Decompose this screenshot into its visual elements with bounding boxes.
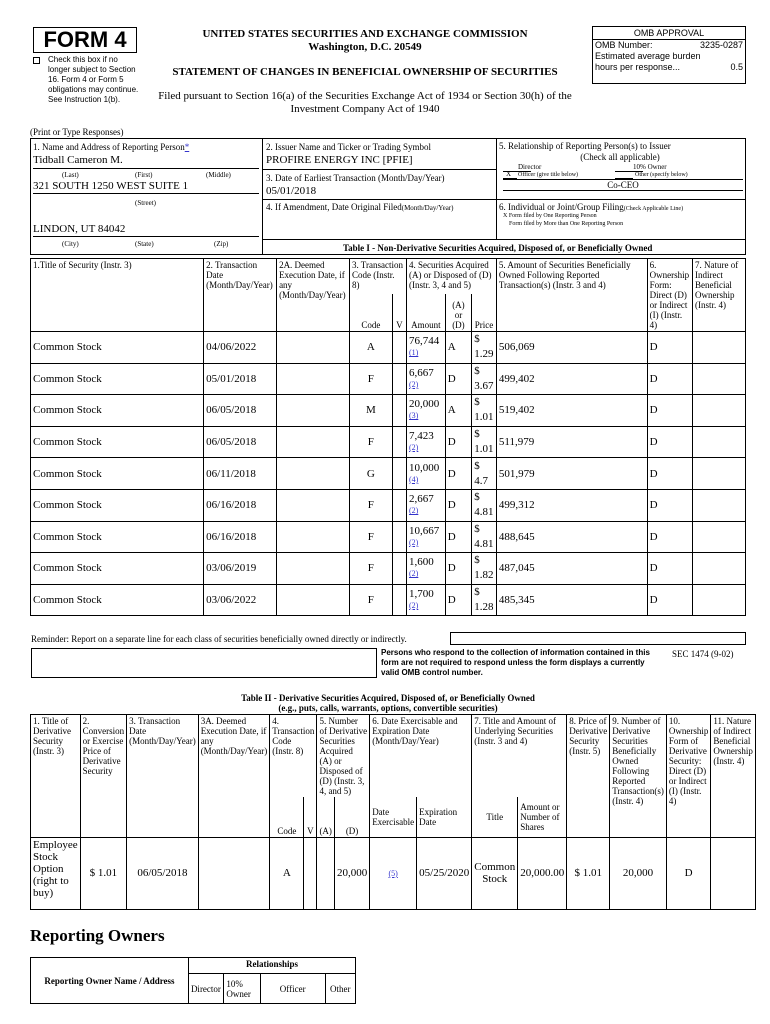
middle-label: (Middle) bbox=[206, 171, 231, 179]
price-value: 4.81 bbox=[474, 537, 494, 550]
t2-h1: 1. Title of Derivative Security (Instr. 3) bbox=[31, 715, 81, 838]
cell-ad: A bbox=[445, 395, 471, 427]
dollar-sign: $ bbox=[474, 396, 480, 409]
amount-value: 2,667 bbox=[409, 493, 434, 506]
price-value: 1.01 bbox=[474, 411, 494, 424]
price-value: 1.01 bbox=[474, 443, 494, 456]
t2-h4: 4. Transaction Code (Instr. 8) bbox=[270, 715, 317, 798]
omb-approval-box bbox=[592, 26, 746, 84]
omb-burden-label2: hours per response... bbox=[595, 62, 681, 72]
price-value: 1.29 bbox=[474, 348, 494, 361]
cell-date: 03/06/2022 bbox=[204, 584, 277, 616]
cell-amount bbox=[407, 489, 446, 521]
last-label: (Last) bbox=[62, 171, 79, 179]
cell-v bbox=[392, 521, 406, 553]
owner-name-col: Reporting Owner Name / Address bbox=[31, 958, 189, 1004]
cell-title: Common Stock bbox=[31, 584, 204, 616]
price-value: 1.82 bbox=[474, 569, 494, 582]
cell-title: Common Stock bbox=[31, 426, 204, 458]
cell-owned: 485,345 bbox=[496, 584, 647, 616]
t2-a: (A) bbox=[317, 797, 335, 837]
ten-pct-option: 10% Owner bbox=[633, 163, 667, 171]
t2-h3a: 3A. Deemed Execution Date, if any (Month/Day/Year) bbox=[198, 715, 270, 838]
cell-form: D bbox=[647, 489, 692, 521]
earliest-date-label: 3. Date of Earliest Transaction (Month/Day/Year) bbox=[266, 173, 445, 183]
persons-notice: Persons who respond to the collection of information contained in this form are not required to respond unless the form displays a currently valid OMB control number. bbox=[381, 648, 650, 677]
cell-owned: 499,312 bbox=[496, 489, 647, 521]
state-label: (State) bbox=[135, 240, 154, 248]
cell-deemed bbox=[277, 584, 350, 616]
cell-deemed bbox=[277, 363, 350, 395]
t2-title: Title bbox=[472, 797, 518, 837]
table2-title: Table II - Derivative Securities Acquired, Disposed of, or Beneficially Owned bbox=[241, 693, 535, 703]
cell-code: F bbox=[349, 426, 392, 458]
cell-amount bbox=[407, 332, 446, 364]
cell-v bbox=[392, 584, 406, 616]
reminder-right-box bbox=[450, 632, 746, 645]
city-state: LINDON, UT 84042 bbox=[33, 223, 126, 235]
t2-row-v bbox=[304, 837, 317, 909]
t2-v: V bbox=[304, 797, 317, 837]
amount-value: 10,667 bbox=[409, 524, 440, 537]
cell-v bbox=[392, 363, 406, 395]
cell-title: Common Stock bbox=[31, 521, 204, 553]
cell-form: D bbox=[647, 332, 692, 364]
footnote-link[interactable]: (5) bbox=[388, 869, 398, 878]
dollar-sign: $ bbox=[474, 554, 480, 567]
cell-owned: 488,645 bbox=[496, 521, 647, 553]
t1-header-title: 1.Title of Security (Instr. 3) bbox=[31, 259, 204, 332]
cell-code: F bbox=[349, 553, 392, 585]
cell-title: Common Stock bbox=[31, 553, 204, 585]
reminder: Reminder: Report on a separate line for each class of securities beneficially owned directly or indirectly. bbox=[31, 634, 407, 644]
omb-number-label: OMB Number: bbox=[595, 40, 653, 50]
filed-line2: Investment Company Act of 1940 bbox=[290, 103, 440, 115]
amount-value: 76,744 bbox=[409, 335, 440, 348]
other-option: Other (specify below) bbox=[635, 172, 688, 178]
cell-owned: 506,069 bbox=[496, 332, 647, 364]
officer-option: Officer (give title below) bbox=[518, 172, 579, 178]
cell-ad: D bbox=[445, 426, 471, 458]
asterisk-link[interactable]: * bbox=[184, 142, 190, 152]
cell-ad: D bbox=[445, 489, 471, 521]
cell-owned: 519,402 bbox=[496, 395, 647, 427]
cell-nature bbox=[692, 363, 745, 395]
t2-row-owned: 20,000 bbox=[610, 837, 667, 909]
t2-code: Code bbox=[270, 797, 304, 837]
earliest-date: 05/01/2018 bbox=[266, 185, 317, 197]
t2-date-ex: Date Exercisable bbox=[370, 797, 417, 837]
footnote-link[interactable]: (3) bbox=[409, 411, 419, 421]
reporting-person-name: Tidball Cameron M. bbox=[33, 154, 123, 166]
price-value: 4.81 bbox=[474, 506, 494, 519]
cell-price bbox=[472, 458, 497, 490]
price-value: 4.7 bbox=[474, 474, 488, 487]
t2-row-price: $ 1.01 bbox=[567, 837, 610, 909]
table-row bbox=[31, 458, 746, 490]
reminder-left-box bbox=[31, 648, 377, 678]
owner-officer: Officer bbox=[260, 974, 325, 1004]
cell-nature bbox=[692, 395, 745, 427]
cell-title: Common Stock bbox=[31, 363, 204, 395]
cell-title: Common Stock bbox=[31, 332, 204, 364]
reporting-owners-heading: Reporting Owners bbox=[30, 926, 165, 945]
t1-header-code: 3. Transaction Code (Instr. 8) bbox=[349, 259, 406, 294]
amount-value: 1,700 bbox=[409, 588, 434, 601]
t1-header-owned: 5. Amount of Securities Beneficially Owned Following Reported Transaction(s) (Instr. 3 and 4) bbox=[496, 259, 647, 332]
owner-director: Director bbox=[188, 974, 223, 1004]
omb-burden-value: 0.5 bbox=[730, 62, 743, 72]
cell-ad: D bbox=[445, 584, 471, 616]
t2-row-deemed bbox=[198, 837, 270, 909]
cell-amount bbox=[407, 426, 446, 458]
table-row bbox=[31, 363, 746, 395]
cell-nature bbox=[692, 458, 745, 490]
table1-title: Table I - Non-Derivative Securities Acquired, Disposed of, or Beneficially Owned bbox=[343, 243, 653, 253]
filing-label: 6. Individual or Joint/Group Filing(Check Applicable Line) bbox=[499, 202, 684, 212]
dollar-sign: $ bbox=[474, 428, 480, 441]
table2-subtitle: (e.g., puts, calls, warrants, options, convertible securities) bbox=[278, 703, 498, 713]
print-note: (Print or Type Responses) bbox=[30, 127, 124, 137]
officer-mark: X bbox=[506, 170, 512, 178]
street-label: (Street) bbox=[135, 199, 156, 207]
cell-amount bbox=[407, 395, 446, 427]
cell-ad: D bbox=[445, 521, 471, 553]
cell-nature bbox=[692, 489, 745, 521]
t1-header-form: 6. Ownership Form: Direct (D) or Indirect (I) (Instr. 4) bbox=[647, 259, 692, 332]
footnote-link[interactable]: (2) bbox=[409, 443, 419, 453]
t2-h6: 6. Date Exercisable and Expiration Date (Month/Day/Year) bbox=[370, 715, 472, 798]
table2-derivative bbox=[30, 714, 756, 910]
cell-deemed bbox=[277, 426, 350, 458]
footnote-link[interactable]: (2) bbox=[409, 569, 419, 579]
t2-h8: 8. Price of Derivative Security (Instr. 5) bbox=[567, 715, 610, 838]
t1-header-acquired: 4. Securities Acquired (A) or Disposed of (D) (Instr. 3, 4 and 5) bbox=[407, 259, 497, 294]
city-label: (City) bbox=[62, 240, 79, 248]
cell-price bbox=[472, 521, 497, 553]
cell-nature bbox=[692, 426, 745, 458]
amount-value: 10,000 bbox=[409, 461, 440, 474]
form-title: FORM 4 bbox=[43, 27, 127, 52]
t2-row-d: 20,000 bbox=[334, 837, 369, 909]
dollar-sign: $ bbox=[474, 522, 480, 535]
cell-nature bbox=[692, 332, 745, 364]
cell-code: G bbox=[349, 458, 392, 490]
director-option: Director bbox=[518, 163, 542, 171]
amendment-label: 4. If Amendment, Date Original Filed(Month/Day/Year) bbox=[266, 202, 454, 212]
cell-owned: 511,979 bbox=[496, 426, 647, 458]
cell-deemed bbox=[277, 553, 350, 585]
cell-deemed bbox=[277, 521, 350, 553]
reporting-person-label: 1. Name and Address of Reporting Person* bbox=[33, 142, 190, 152]
table-row bbox=[31, 553, 746, 585]
footnote-link[interactable]: (2) bbox=[409, 601, 419, 611]
cell-price bbox=[472, 553, 497, 585]
cell-owned: 487,045 bbox=[496, 553, 647, 585]
t2-h11: 11. Nature of Indirect Beneficial Ownership (Instr. 4) bbox=[711, 715, 755, 838]
cell-code: M bbox=[349, 395, 392, 427]
footnote-link[interactable]: (2) bbox=[409, 379, 419, 389]
omb-number: 3235-0287 bbox=[699, 40, 743, 50]
cell-ad: D bbox=[445, 553, 471, 585]
amount-value: 7,423 bbox=[409, 430, 434, 443]
table-row bbox=[31, 489, 746, 521]
cell-title: Common Stock bbox=[31, 395, 204, 427]
t1-code-col: Code bbox=[349, 294, 392, 332]
table-row bbox=[31, 584, 746, 616]
relationships-col: Relationships bbox=[188, 958, 355, 974]
amount-value: 6,667 bbox=[409, 366, 434, 379]
first-label: (First) bbox=[135, 171, 153, 179]
cell-v bbox=[392, 395, 406, 427]
relationship-sub: (Check all applicable) bbox=[580, 152, 660, 162]
table-row bbox=[31, 426, 746, 458]
cell-nature bbox=[692, 584, 745, 616]
t2-row-code: A bbox=[270, 837, 304, 909]
t2-d: (D) bbox=[334, 797, 369, 837]
cell-date: 03/06/2019 bbox=[204, 553, 277, 585]
omb-title: OMB APPROVAL bbox=[593, 27, 745, 40]
omb-burden-label1: Estimated average burden bbox=[595, 51, 701, 61]
footnote-link[interactable]: (4) bbox=[409, 474, 419, 484]
cell-code: F bbox=[349, 521, 392, 553]
cell-ad: D bbox=[445, 458, 471, 490]
dollar-sign: $ bbox=[474, 459, 480, 472]
cell-code: F bbox=[349, 489, 392, 521]
cell-code: A bbox=[349, 332, 392, 364]
t2-row-title: Employee Stock Option (right to buy) bbox=[31, 837, 81, 909]
t2-row-conv: $ 1.01 bbox=[80, 837, 127, 909]
filing-one: X Form filed by One Reporting Person bbox=[503, 213, 597, 219]
t2-row-exp: 05/25/2020 bbox=[417, 837, 472, 909]
t1-amount-col: Amount bbox=[407, 294, 446, 332]
t2-row-u-title: Common Stock bbox=[472, 837, 518, 909]
cell-amount bbox=[407, 363, 446, 395]
t2-h7: 7. Title and Amount of Underlying Securities (Instr. 3 and 4) bbox=[472, 715, 567, 798]
cell-v bbox=[392, 332, 406, 364]
dollar-sign: $ bbox=[474, 364, 480, 377]
t2-h3: 3. Transaction Date (Month/Day/Year) bbox=[127, 715, 199, 838]
cell-date: 06/05/2018 bbox=[204, 395, 277, 427]
relationship-label: 5. Relationship of Reporting Person(s) to Issuer bbox=[499, 141, 671, 151]
cell-form: D bbox=[647, 426, 692, 458]
cell-amount bbox=[407, 521, 446, 553]
t2-row-u-amt: 20,000.00 bbox=[518, 837, 567, 909]
cell-price bbox=[472, 332, 497, 364]
t1-header-nature: 7. Nature of Indirect Beneficial Ownership (Instr. 4) bbox=[692, 259, 745, 332]
issuer-label: 2. Issuer Name and Ticker or Trading Symbol bbox=[266, 142, 431, 152]
cell-date: 06/05/2018 bbox=[204, 426, 277, 458]
cell-form: D bbox=[647, 521, 692, 553]
cell-date: 04/06/2022 bbox=[204, 332, 277, 364]
cell-ad: A bbox=[445, 332, 471, 364]
cell-form: D bbox=[647, 458, 692, 490]
t2-row-date-ex bbox=[370, 837, 417, 909]
cell-v bbox=[392, 489, 406, 521]
t1-v-col: V bbox=[392, 294, 406, 332]
cell-code: F bbox=[349, 584, 392, 616]
footnote-link[interactable]: (2) bbox=[409, 506, 419, 516]
cell-form: D bbox=[647, 553, 692, 585]
cell-deemed bbox=[277, 332, 350, 364]
t1-price-col: Price bbox=[472, 294, 497, 332]
cell-price bbox=[472, 489, 497, 521]
t2-h9: 9. Number of Derivative Securities Beneficially Owned Following Reported Transaction(s) (Instr. 4) bbox=[610, 715, 667, 838]
t1-header-date: 2. Transaction Date (Month/Day/Year) bbox=[204, 259, 277, 332]
statement-title: STATEMENT OF CHANGES IN BENEFICIAL OWNERSHIP OF SECURITIES bbox=[172, 66, 558, 78]
t2-row-date: 06/05/2018 bbox=[127, 837, 199, 909]
t2-h10: 10. Ownership Form of Derivative Security: Direct (D) or Indirect (I) (Instr. 4) bbox=[666, 715, 711, 838]
agency-city: Washington, D.C. 20549 bbox=[308, 41, 422, 53]
t1-aord-col: (A) or (D) bbox=[445, 294, 471, 332]
form-title-box bbox=[33, 27, 137, 53]
cell-v bbox=[392, 458, 406, 490]
cell-amount bbox=[407, 458, 446, 490]
cell-price bbox=[472, 426, 497, 458]
cell-ad: D bbox=[445, 363, 471, 395]
dollar-sign: $ bbox=[474, 586, 480, 599]
owner-other: Other bbox=[325, 974, 355, 1004]
cell-date: 06/16/2018 bbox=[204, 489, 277, 521]
footnote-link[interactable]: (2) bbox=[409, 537, 419, 547]
cell-deemed bbox=[277, 489, 350, 521]
cell-owned: 499,402 bbox=[496, 363, 647, 395]
cell-price bbox=[472, 363, 497, 395]
cell-deemed bbox=[277, 458, 350, 490]
filing-more: Form filed by More than One Reporting Person bbox=[509, 221, 624, 227]
cell-v bbox=[392, 553, 406, 585]
t2-amt: Amount or Number of Shares bbox=[518, 797, 567, 837]
cell-price bbox=[472, 395, 497, 427]
cell-date: 05/01/2018 bbox=[204, 363, 277, 395]
price-value: 3.67 bbox=[474, 379, 494, 392]
cell-form: D bbox=[647, 363, 692, 395]
amount-value: 20,000 bbox=[409, 398, 440, 411]
t1-header-deemed: 2A. Deemed Execution Date, if any (Month/Day/Year) bbox=[277, 259, 350, 332]
amount-value: 1,600 bbox=[409, 556, 434, 569]
officer-title: Co-CEO bbox=[503, 179, 743, 191]
table-row bbox=[31, 395, 746, 427]
cell-title: Common Stock bbox=[31, 489, 204, 521]
sec-code: SEC 1474 (9-02) bbox=[672, 649, 734, 659]
cell-amount bbox=[407, 553, 446, 585]
price-value: 1.28 bbox=[474, 601, 494, 614]
t2-row-nature bbox=[711, 837, 755, 909]
reporting-owners-table bbox=[30, 957, 356, 1004]
dollar-sign: $ bbox=[474, 333, 480, 346]
cell-price bbox=[472, 584, 497, 616]
footnote-link[interactable]: (1) bbox=[409, 348, 419, 358]
street-address: 321 SOUTH 1250 WEST SUITE 1 bbox=[33, 180, 189, 192]
table-row bbox=[31, 332, 746, 364]
zip-label: (Zip) bbox=[214, 240, 229, 248]
cell-v bbox=[392, 426, 406, 458]
t2-row-a bbox=[317, 837, 335, 909]
cell-deemed bbox=[277, 395, 350, 427]
check-box-text: Check this box if no longer subject to Section 16. Form 4 or Form 5 obligations may continue. See Instruction 1(b). bbox=[48, 55, 139, 104]
cell-amount bbox=[407, 584, 446, 616]
t2-row-form: D bbox=[666, 837, 711, 909]
agency: UNITED STATES SECURITIES AND EXCHANGE COMMISSION bbox=[202, 28, 528, 40]
cell-nature bbox=[692, 553, 745, 585]
cell-title: Common Stock bbox=[31, 458, 204, 490]
cell-owned: 501,979 bbox=[496, 458, 647, 490]
cell-form: D bbox=[647, 395, 692, 427]
cell-form: D bbox=[647, 584, 692, 616]
t2-h5: 5. Number of Derivative Securities Acquired (A) or Disposed of (D) (Instr. 3, 4, and 5) bbox=[317, 715, 370, 798]
table-row bbox=[31, 521, 746, 553]
t2-h2: 2. Conversion or Exercise Price of Derivative Security bbox=[80, 715, 127, 838]
owner-ten-pct: 10% Owner bbox=[224, 974, 260, 1004]
table1-non-derivative bbox=[30, 258, 746, 616]
cell-date: 06/16/2018 bbox=[204, 521, 277, 553]
cell-code: F bbox=[349, 363, 392, 395]
dollar-sign: $ bbox=[474, 491, 480, 504]
no-longer-subject-checkbox[interactable] bbox=[33, 57, 40, 64]
cell-nature bbox=[692, 521, 745, 553]
cell-date: 06/11/2018 bbox=[204, 458, 277, 490]
issuer-name: PROFIRE ENERGY INC [PFIE] bbox=[266, 154, 413, 166]
t2-exp: Expiration Date bbox=[417, 797, 472, 837]
filed-line1: Filed pursuant to Section 16(a) of the Securities Exchange Act of 1934 or Section 30(h) of the bbox=[158, 90, 572, 102]
